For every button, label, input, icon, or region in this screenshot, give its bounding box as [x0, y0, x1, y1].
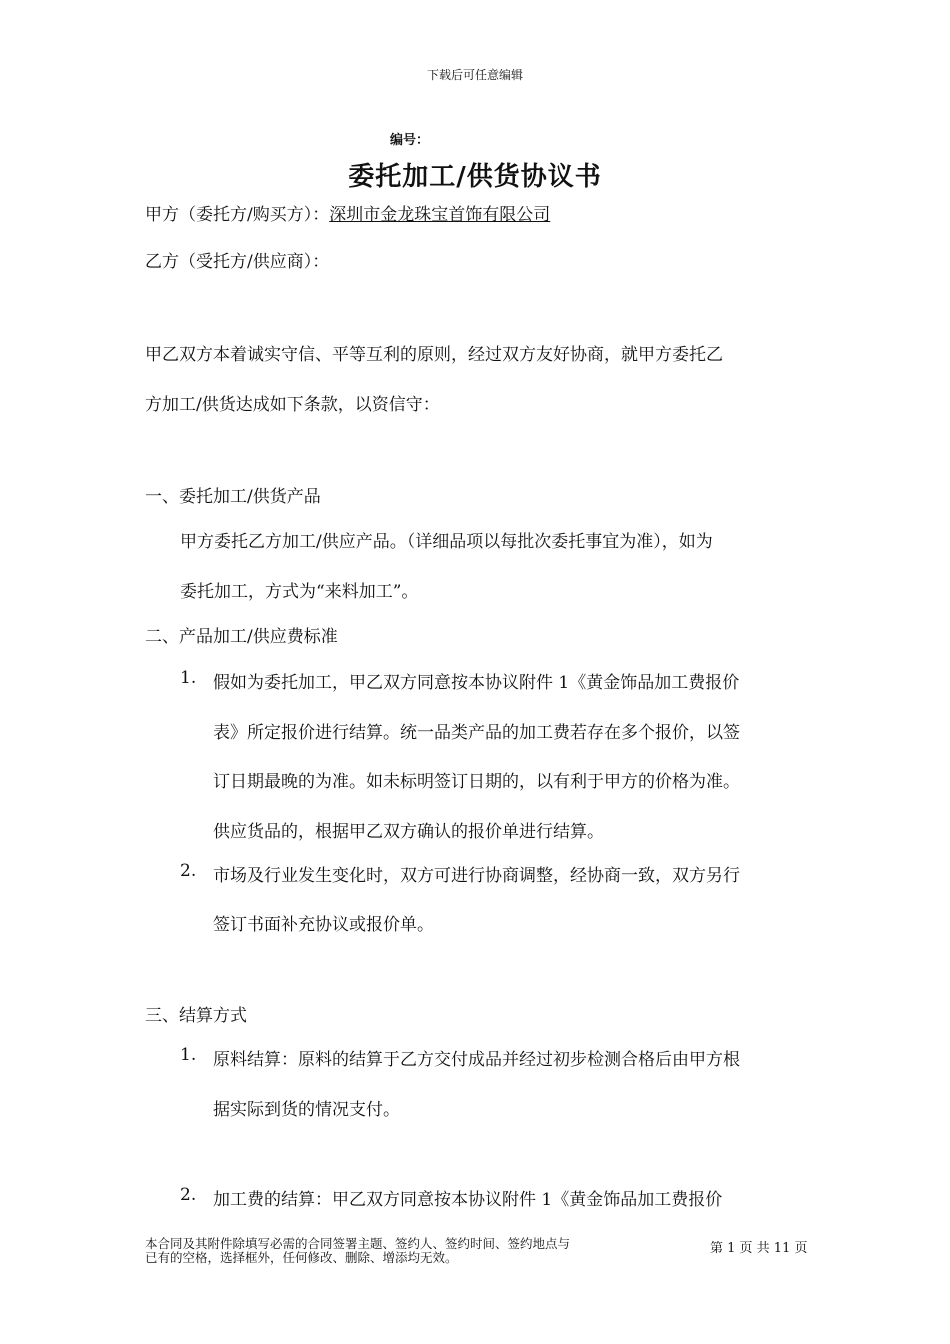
party-a-line: [145, 200, 550, 225]
footer-notice-line-1: 本合同及其附件除填写必需的合同签署主题、签约人、签约时间、签约地点与: [145, 1236, 571, 1251]
party-b-line: [145, 247, 329, 272]
section3-item1-line-2: 据实际到货的情况支付。: [213, 1100, 400, 1120]
section3-item2-number: 2.: [180, 1185, 197, 1205]
document-title: 委托加工/供货协议书: [348, 162, 602, 192]
party-a-name: 深圳市金龙珠宝首饰有限公司: [329, 205, 551, 225]
section2-item1-line-1: 假如为委托加工，甲乙双方同意按本协议附件 1《黄金饰品加工费报价: [213, 673, 740, 693]
section1-line-1: 甲方委托乙方加工/供应产品。（详细品项以每批次委托事宜为准），如为: [180, 532, 713, 552]
intro-line-1: 甲乙双方本着诚实守信、平等互利的原则，经过双方友好协商，就甲方委托乙: [145, 345, 723, 365]
section2-item1-number: 1.: [180, 668, 197, 688]
section2-item1-line-2: 表》所定报价进行结算。统一品类产品的加工费若存在多个报价，以签: [213, 723, 740, 743]
section1-heading: 一、委托加工/供货产品: [145, 487, 321, 507]
section3-item2-line-1: 加工费的结算：甲乙双方同意按本协议附件 1《黄金饰品加工费报价: [213, 1190, 723, 1210]
section3-item1-line-1: 原料结算：原料的结算于乙方交付成品并经过初步检测合格后由甲方根: [213, 1050, 740, 1070]
footer-notice: [145, 1237, 570, 1265]
section2-item1-line-4: 供应货品的，根据甲乙双方确认的报价单进行结算。: [213, 822, 604, 842]
section2-item2-line-2: 签订书面补充协议或报价单。: [213, 915, 434, 935]
section2-item2-line-1: 市场及行业发生变化时，双方可进行协商调整，经协商一致，双方另行: [213, 866, 740, 886]
section3-heading: 三、结算方式: [145, 1006, 247, 1026]
party-b-label: 乙方（受托方/供应商）：: [145, 252, 330, 272]
section1-line-2: 委托加工，方式为“来料加工”。: [180, 582, 419, 602]
page-number: 第 1 页 共 11 页: [710, 1241, 808, 1256]
footer-notice-line-2: 已有的空格，选择框外，任何修改、删除、增添均无效。: [145, 1250, 458, 1265]
section3-item1-number: 1.: [180, 1045, 197, 1065]
section2-item1-line-3: 订日期最晚的为准。如未标明签订日期的，以有利于甲方的价格为准。: [213, 772, 740, 792]
header-note: 下载后可任意编辑: [426, 68, 523, 82]
section2-heading: 二、产品加工/供应费标准: [145, 627, 338, 647]
intro-line-2: 方加工/供货达成如下条款，以资信守：: [145, 395, 440, 415]
party-a-label: 甲方（委托方/购买方）：: [145, 205, 330, 225]
section2-item2-number: 2.: [180, 861, 197, 881]
document-number-label: 编号：: [390, 133, 430, 148]
